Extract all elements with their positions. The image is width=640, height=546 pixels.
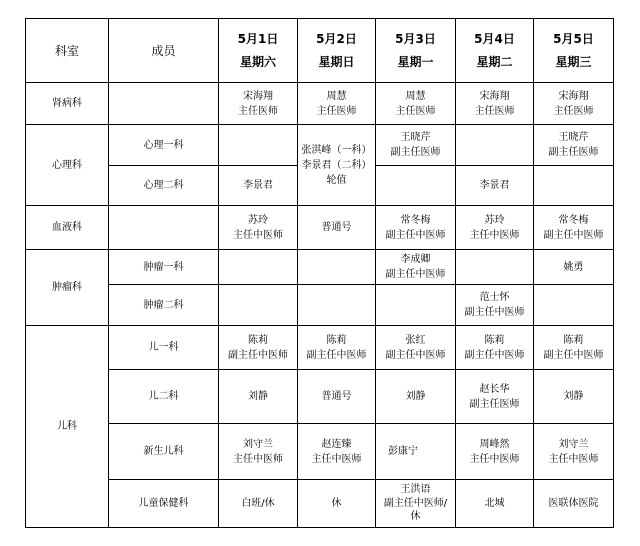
cell (219, 125, 298, 166)
table-row (26, 125, 614, 166)
dept-nephro: 肾病科 (26, 83, 109, 125)
cell: 赵连臻 主任中医师 (298, 424, 376, 480)
table-row (26, 206, 614, 250)
header-day-5: 5月5日 星期三 (534, 19, 614, 83)
cell: 彭康宁 (376, 424, 456, 480)
header-dept: 科室 (26, 19, 109, 83)
cell: 医联体医院 (534, 480, 614, 528)
header-day-3: 5月3日 星期一 (376, 19, 456, 83)
cell: 陈莉 副主任中医师 (456, 326, 534, 370)
cell (534, 166, 614, 206)
cell: 张红 副主任中医师 (376, 326, 456, 370)
cell: 王晓芹 副主任医师 (534, 125, 614, 166)
cell: 北城 (456, 480, 534, 528)
sub-peds1: 儿一科 (109, 326, 219, 370)
sub-childcare: 儿童保健科 (109, 480, 219, 528)
cell: 苏玲 主任中医师 (219, 206, 298, 250)
dept-psych: 心理科 (26, 125, 109, 206)
cell: 休 (298, 480, 376, 528)
cell-psych-rotation: 张淇峰（一科） 李景君（二科） 轮值 (298, 125, 376, 206)
table-row (26, 424, 614, 480)
table-row (26, 370, 614, 424)
header-day-1: 5月1日 星期六 (219, 19, 298, 83)
cell: 李成卿 副主任中医师 (376, 250, 456, 285)
cell (376, 166, 456, 206)
table-row (26, 83, 614, 125)
cell: 刘守兰 主任中医师 (534, 424, 614, 480)
cell: 陈莉 副主任中医师 (534, 326, 614, 370)
cell (456, 250, 534, 285)
cell: 王晓芹 副主任医师 (376, 125, 456, 166)
header-row (26, 19, 614, 83)
dept-tumor: 肿瘤科 (26, 250, 109, 326)
cell: 李景君 (219, 166, 298, 206)
header-day-4: 5月4日 星期二 (456, 19, 534, 83)
cell: 宋海翔 主任医师 (456, 83, 534, 125)
table-row (26, 250, 614, 285)
sub-tumor1: 肿瘤一科 (109, 250, 219, 285)
cell: 赵长华 副主任医师 (456, 370, 534, 424)
cell: 李景君 (456, 166, 534, 206)
cell: 宋海翔 主任医师 (219, 83, 298, 125)
sub-neonatal: 新生儿科 (109, 424, 219, 480)
cell (298, 250, 376, 285)
cell (219, 250, 298, 285)
cell (376, 285, 456, 326)
cell: 刘静 (376, 370, 456, 424)
cell: 苏玲 主任中医师 (456, 206, 534, 250)
cell: 普通号 (298, 206, 376, 250)
cell: 王洪语 副主任中医师/ 休 (376, 480, 456, 528)
sub-tumor2: 肿瘤二科 (109, 285, 219, 326)
cell: 常冬梅 副主任中医师 (376, 206, 456, 250)
cell: 周慧 主任医师 (298, 83, 376, 125)
member-empty (109, 206, 219, 250)
cell: 刘静 (219, 370, 298, 424)
cell (298, 285, 376, 326)
dept-blood: 血液科 (26, 206, 109, 250)
table-row (26, 326, 614, 370)
cell: 常冬梅 副主任中医师 (534, 206, 614, 250)
cell: 周慧 主任医师 (376, 83, 456, 125)
cell: 宋海翔 主任医师 (534, 83, 614, 125)
duty-schedule-table (25, 18, 614, 528)
sub-psych2: 心理二科 (109, 166, 219, 206)
cell: 普通号 (298, 370, 376, 424)
cell (534, 285, 614, 326)
cell (219, 285, 298, 326)
dept-peds: 儿科 (26, 326, 109, 528)
cell: 姚勇 (534, 250, 614, 285)
cell: 陈莉 副主任中医师 (298, 326, 376, 370)
cell: 刘守兰 主任中医师 (219, 424, 298, 480)
sub-peds2: 儿二科 (109, 370, 219, 424)
cell: 刘静 (534, 370, 614, 424)
cell: 白班/休 (219, 480, 298, 528)
table-row (26, 285, 614, 326)
table-row (26, 480, 614, 528)
member-empty (109, 83, 219, 125)
cell: 范士怀 副主任中医师 (456, 285, 534, 326)
cell (456, 125, 534, 166)
cell: 陈莉 副主任中医师 (219, 326, 298, 370)
header-member: 成员 (109, 19, 219, 83)
sub-psych1: 心理一科 (109, 125, 219, 166)
header-day-2: 5月2日 星期日 (298, 19, 376, 83)
cell: 周峰然 主任中医师 (456, 424, 534, 480)
